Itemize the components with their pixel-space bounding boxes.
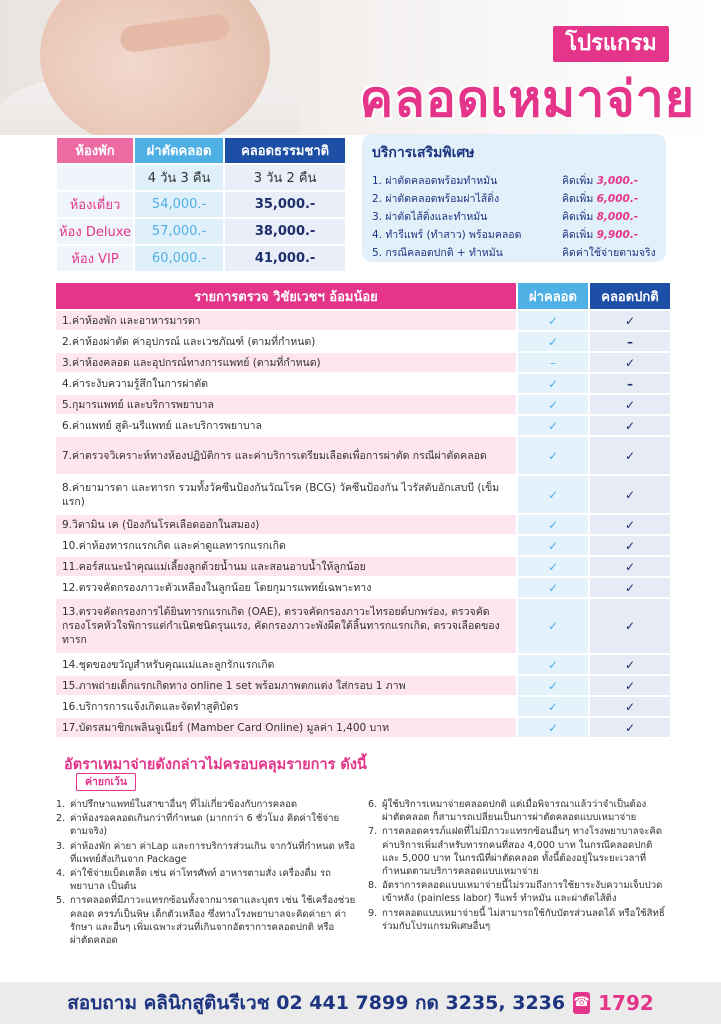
col-item: รายการตรวจ วิชัยเวชฯ อ้อมน้อย — [56, 283, 516, 309]
check-icon: ✓ — [516, 437, 588, 474]
exclusion-number: 7. — [368, 826, 378, 838]
exclusion-item — [368, 825, 668, 878]
check-icon: ✓ — [588, 718, 670, 737]
checklist-row — [56, 676, 670, 695]
col-cesarean: ผ่าคลอด — [516, 283, 588, 309]
checklist-item-text: 7.ค่าตรวจวิเคราะห์ทางห้องปฏิบัติการ และค่าบริการเตรียมเลือดเพื่อการผ่าตัด กรณีผ่าตัดคลอด — [56, 437, 516, 474]
checklist-item-text: 8.ค่ายามารดา และทารก รวมทั้งวัคซีนป้องกันวัณโรค (BCG) วัคซีนป้องกัน ไวรัสตับอักเสบบี (เข็มแรก) — [56, 476, 516, 513]
room-name: ห้อง Deluxe — [57, 219, 133, 244]
checklist-row — [56, 437, 670, 474]
contact-text: สอบถาม คลินิกสูตินรีเวช 02 441 7899 กด 3235, 3236 — [67, 992, 566, 1014]
check-icon: ✓ — [516, 416, 588, 435]
exclusion-text: ผู้ใช้บริการเหมาจ่ายคลอดปกติ แต่เมื่อพิจารณาแล้วว่าจำเป็นต้องผ่าตัดคลอด ก็สามารถเปลี่ยนเป็นการผ่าตัดคลอดแบบเหมาจ่าย — [382, 799, 647, 824]
exclusion-number: 4. — [56, 868, 66, 880]
check-icon: ✓ — [588, 311, 670, 330]
extra-item: 4. ทำรีแพร์ (ทำสาว) พร้อมคลอด คิดเพิ่ม 9,900.- — [372, 229, 639, 241]
exclusions-title: อัตราเหมาจ่ายดังกล่าวไม่ครอบคลุมรายการ ดังนี้ — [64, 757, 367, 773]
check-icon: ✓ — [588, 536, 670, 555]
exclusion-number: 5. — [56, 895, 66, 907]
extra-item: 5. กรณีคลอดปกติ + ทำหมัน คิดค่าใช้จ่ายตามจริง — [372, 247, 656, 259]
checklist-row — [56, 311, 670, 330]
check-icon: ✓ — [516, 515, 588, 534]
checklist-row — [56, 476, 670, 513]
checklist-item-text: 14.ชุดของขวัญสำหรับคุณแม่และลูกรักแรกเกิด — [56, 655, 516, 674]
exclusion-text: ค่าใช้จ่ายเบ็ดเตล็ด เช่น ค่าโทรศัพท์ อาหารตามสั่ง เครื่องดื่ม รถพยาบาล เป็นต้น — [70, 868, 331, 893]
check-icon: ✓ — [516, 655, 588, 674]
exclusion-text: ค่าปรึกษาแพทย์ในสาขาอื่นๆ ที่ไม่เกี่ยวข้องกับการคลอด — [70, 799, 298, 810]
checklist-item-text: 13.ตรวจคัดกรองการได้ยินทารกแรกเกิด (OAE), ตรวจคัดกรองภาวะไทรอยด์บกพร่อง, ตรวจคัดกรองโรคหัวใจพิการแต่กำเนิดชนิดรุนแรง, คัดกรองภาวะพังผืดใต้ลิ้นทารกแรกเกิด, ตรวจเลือดของทารก — [56, 599, 516, 653]
exclusions-left — [56, 798, 356, 948]
checklist-row — [56, 395, 670, 414]
price-row — [57, 219, 345, 244]
stay-cesarean: 4 วัน 3 คืน — [135, 165, 223, 190]
extra-item: 2. ผ่าตัดคลอดพร้อมผ่าไส้ติ่ง คิดเพิ่ม 6,000.- — [372, 193, 639, 205]
exclusion-item — [56, 867, 356, 893]
check-icon: ✓ — [516, 395, 588, 414]
check-icon: ✓ — [516, 676, 588, 695]
checklist-item-text: 9.วิตามิน เค (ป้องกันโรคเลือดออกในสมอง) — [56, 515, 516, 534]
checklist-item-text: 3.ค่าห้องคลอด และอุปกรณ์ทางการแพทย์ (ตามที่กำหนด) — [56, 353, 516, 372]
exclusion-number: 3. — [56, 840, 66, 852]
price-cesarean: 57,000.- — [135, 219, 223, 244]
check-icon: ✓ — [588, 416, 670, 435]
check-icon: ✓ — [588, 476, 670, 513]
check-icon: ✓ — [588, 557, 670, 576]
checklist-row — [56, 332, 670, 351]
check-icon: ✓ — [588, 697, 670, 716]
checklist-table — [56, 281, 670, 739]
checklist-item-text: 2.ค่าห้องผ่าตัด ค่าอุปกรณ์ และเวชภัณฑ์ (ตามที่กำหนด) — [56, 332, 516, 351]
check-icon: ✓ — [516, 476, 588, 513]
price-cesarean: 60,000.- — [135, 246, 223, 271]
check-icon: ✓ — [588, 578, 670, 597]
exclusions-tag: ค่ายกเว้น — [76, 773, 136, 791]
exclusion-number: 9. — [368, 907, 378, 919]
check-icon: ✓ — [516, 536, 588, 555]
checklist-item-text: 5.กุมารแพทย์ และบริการพยาบาล — [56, 395, 516, 414]
checklist-row — [56, 697, 670, 716]
price-row — [57, 192, 345, 217]
checklist-row — [56, 557, 670, 576]
checklist-row — [56, 374, 670, 393]
price-natural: 38,000.- — [225, 219, 345, 244]
check-icon: ✓ — [516, 578, 588, 597]
extra-services-box — [362, 134, 666, 262]
exclusion-text: ค่าห้องพัก ค่ายา ค่าLap และการบริการส่วนเกิน จากวันที่กำหนด หรือที่แพทย์สั่งเกินจาก Package — [70, 840, 356, 865]
checklist-row — [56, 578, 670, 597]
dash-icon: – — [516, 353, 588, 372]
dash-icon: – — [588, 374, 670, 393]
phone-icon: ☎ — [573, 992, 590, 1014]
extra-item: 1. ผ่าตัดคลอดพร้อมทำหมัน คิดเพิ่ม 3,000.- — [372, 175, 639, 187]
program-tag: โปรแกรม — [553, 26, 669, 62]
check-icon: ✓ — [516, 332, 588, 351]
check-icon: ✓ — [516, 557, 588, 576]
exclusion-text: การคลอดแบบเหมาจ่ายนี้ ไม่สามารถใช้กับบัตรส่วนลดได้ หรือใช้สิทธิ์ร่วมกับโปรแกรมพิเศษอื่นๆ — [382, 907, 665, 932]
check-icon: ✓ — [588, 437, 670, 474]
checklist-row — [56, 536, 670, 555]
checklist-item-text: 11.คอร์สแนะนำคุณแม่เลี้ยงลูกด้วยน้ำนม และสอนอาบน้ำให้ลูกน้อย — [56, 557, 516, 576]
price-row — [57, 246, 345, 271]
contact-footer — [0, 982, 721, 1024]
exclusion-number: 1. — [56, 799, 66, 810]
check-icon: ✓ — [588, 599, 670, 653]
checklist-row — [56, 655, 670, 674]
extra-item: 3. ผ่าตัดไส้ติ่งและทำหมัน คิดเพิ่ม 8,000.- — [372, 211, 639, 223]
dash-icon: – — [588, 332, 670, 351]
exclusion-number: 6. — [368, 799, 378, 810]
check-icon: ✓ — [516, 311, 588, 330]
col-room: ห้องพัก — [57, 138, 133, 163]
col-natural: คลอดปกติ — [588, 283, 670, 309]
check-icon: ✓ — [516, 697, 588, 716]
checklist-row — [56, 416, 670, 435]
checklist-row — [56, 718, 670, 737]
belly-illustration — [40, 0, 270, 135]
checklist-item-text: 6.ค่าแพทย์ สูติ-นรีแพทย์ และบริการพยาบาล — [56, 416, 516, 435]
price-table — [55, 136, 347, 273]
hotline-number[interactable]: 1792 — [598, 991, 654, 1015]
col-natural: คลอดธรรมชาติ — [225, 138, 345, 163]
checklist-item-text: 10.ค่าห้องทารกแรกเกิด และค่าดูแลทารกแรกเกิด — [56, 536, 516, 555]
exclusion-item — [56, 894, 356, 947]
extra-services-title: บริการเสริมพิเศษ — [372, 145, 475, 161]
checklist-item-text: 4.ค่าระงับความรู้สึกในการผ่าตัด — [56, 374, 516, 393]
check-icon: ✓ — [588, 353, 670, 372]
check-icon: ✓ — [588, 395, 670, 414]
checklist-item-text: 12.ตรวจคัดกรองภาวะตัวเหลืองในลูกน้อย โดยกุมารแพทย์เฉพาะทาง — [56, 578, 516, 597]
checklist-item-text: 17.บัตรสมาชิกเพลินจูเนียร์ (Mamber Card Online) มูลค่า 1,400 บาท — [56, 718, 516, 737]
stay-natural: 3 วัน 2 คืน — [225, 165, 345, 190]
exclusion-item — [368, 879, 668, 905]
room-name: ห้อง VIP — [57, 246, 133, 271]
exclusion-item — [56, 798, 356, 811]
checklist-row — [56, 515, 670, 534]
exclusion-text: การคลอดครรภ์แฝดที่ไม่มีภาวะแทรกซ้อนอื่นๆ ทางโรงพยาบาลจะคิดค่าบริการเพิ่มสำหรับทารกคนที่สอง 4,000 บาท ในกรณีคลอดปกติ และ 5,000 บาท ในกรณีที่ผ่าตัดคลอด ทั้งนี้ต้องอยู่ในระยะเวลาที่กำหนดตามบริการคลอดแบบเหมาจ่าย — [382, 826, 663, 878]
check-icon: ✓ — [516, 374, 588, 393]
exclusion-text: อัตราการคลอดแบบเหมาจ่ายนี้ไม่รวมถึงการใช้ยาระงับความเจ็บปวดเข้าหลัง (painless labor) รีแพร์ ทำหมัน และผ่าตัดไส้ติ่ง — [382, 880, 663, 905]
check-icon: ✓ — [588, 676, 670, 695]
room-name: ห้องเดี่ยว — [57, 192, 133, 217]
exclusion-number: 2. — [56, 813, 66, 825]
exclusion-item — [56, 812, 356, 838]
exclusion-number: 8. — [368, 880, 378, 892]
check-icon: ✓ — [588, 515, 670, 534]
checklist-item-text: 16.บริการการแจ้งเกิดและจัดทำสูติบัตร — [56, 697, 516, 716]
exclusions-right — [368, 798, 668, 934]
col-cesarean: ผ่าตัดคลอด — [135, 138, 223, 163]
header-banner — [0, 0, 721, 135]
price-cesarean: 54,000.- — [135, 192, 223, 217]
exclusion-item — [368, 907, 668, 933]
check-icon: ✓ — [516, 599, 588, 653]
exclusion-item — [368, 798, 668, 824]
checklist-item-text: 15.ภาพถ่ายเด็กแรกเกิดทาง online 1 set พร้อมภาพตกแต่ง ใส่กรอบ 1 ภาพ — [56, 676, 516, 695]
checklist-item-text: 1.ค่าห้องพัก และอาหารมารดา — [56, 311, 516, 330]
exclusion-text: ค่าห้องรอคลอดเกินกว่าที่กำหนด (มากกว่า 6 ชั่วโมง คิดค่าใช้จ่ายตามจริง) — [70, 813, 340, 838]
price-natural: 41,000.- — [225, 246, 345, 271]
check-icon: ✓ — [588, 655, 670, 674]
price-natural: 35,000.- — [225, 192, 345, 217]
check-icon: ✓ — [516, 718, 588, 737]
exclusion-item — [56, 840, 356, 866]
checklist-row — [56, 353, 670, 372]
page-title: คลอดเหมาจ่าย — [359, 70, 695, 128]
checklist-row — [56, 599, 670, 653]
exclusion-text: การคลอดที่มีภาวะแทรกซ้อนทั้งจากมารดาและบุตร เช่น ใช้เครื่องช่วยคลอด ครรภ์เป็นพิษ เด็กตัวเหลือง ซึ่งทางโรงพยาบาลจะคิดค่ายา ค่ารักษา และอื่นๆ เพิ่มเฉพาะส่วนที่เกินจากอัตราการคลอดปกติ หรือผ่าตัดคลอด — [70, 895, 356, 947]
